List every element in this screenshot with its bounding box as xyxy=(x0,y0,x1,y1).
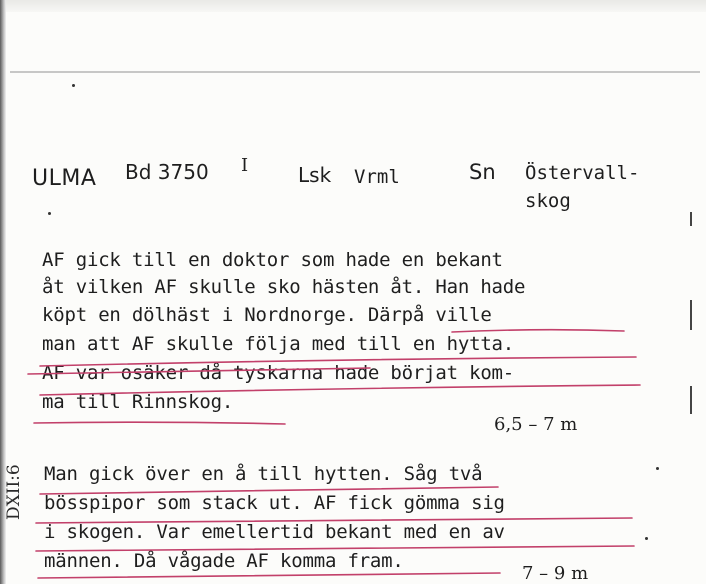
county-label: Lsk xyxy=(298,163,332,187)
underline-stroke xyxy=(36,546,634,551)
text-line: man att AF skulle följa med till en hytta. xyxy=(42,333,515,355)
parish-name-line1: Östervall- xyxy=(525,162,640,184)
text-line: männen. Då vågade AF komma fram. xyxy=(44,550,404,572)
underline-stroke xyxy=(28,368,370,374)
underline-stroke xyxy=(40,487,498,494)
county-value: Vrml xyxy=(354,166,400,188)
parish-label: Sn xyxy=(469,160,496,184)
measurement-note: 6,5 – 7 m xyxy=(494,414,578,435)
underline-stroke xyxy=(452,330,624,332)
text-line: köpt en dölhäst i Nordnorge. Därpå ville xyxy=(42,304,492,326)
parish-name-line2: skog xyxy=(525,190,571,212)
underline-stroke xyxy=(36,518,632,523)
text-line: ma till Rinnskog. xyxy=(42,391,234,413)
text-line: bösspipor som stack ut. AF fick gömma sig xyxy=(44,492,505,514)
archive-code: ULMA xyxy=(32,166,97,191)
text-line: i skogen. Var emellertid bekant med en av xyxy=(44,521,505,543)
underline-stroke xyxy=(40,357,636,366)
text-line: AF gick till en doktor som hade en bekant xyxy=(42,249,503,271)
text-line: Man gick över en å till hytten. Såg två xyxy=(44,463,483,485)
text-line: åt vilken AF skulle sko hästen åt. Han hade xyxy=(42,276,526,298)
underline-stroke xyxy=(40,385,640,395)
underline-stroke xyxy=(34,422,285,424)
volume-mark: I xyxy=(241,155,249,176)
measurement-note: 7 – 9 m xyxy=(522,563,589,584)
margin-reference-note: DXII:6 xyxy=(4,464,24,520)
underline-stroke xyxy=(38,573,500,578)
text-line: AF var osäker då tyskarna hade börjat kom- xyxy=(42,362,515,384)
accession-number: Bd 3750 xyxy=(125,160,209,184)
